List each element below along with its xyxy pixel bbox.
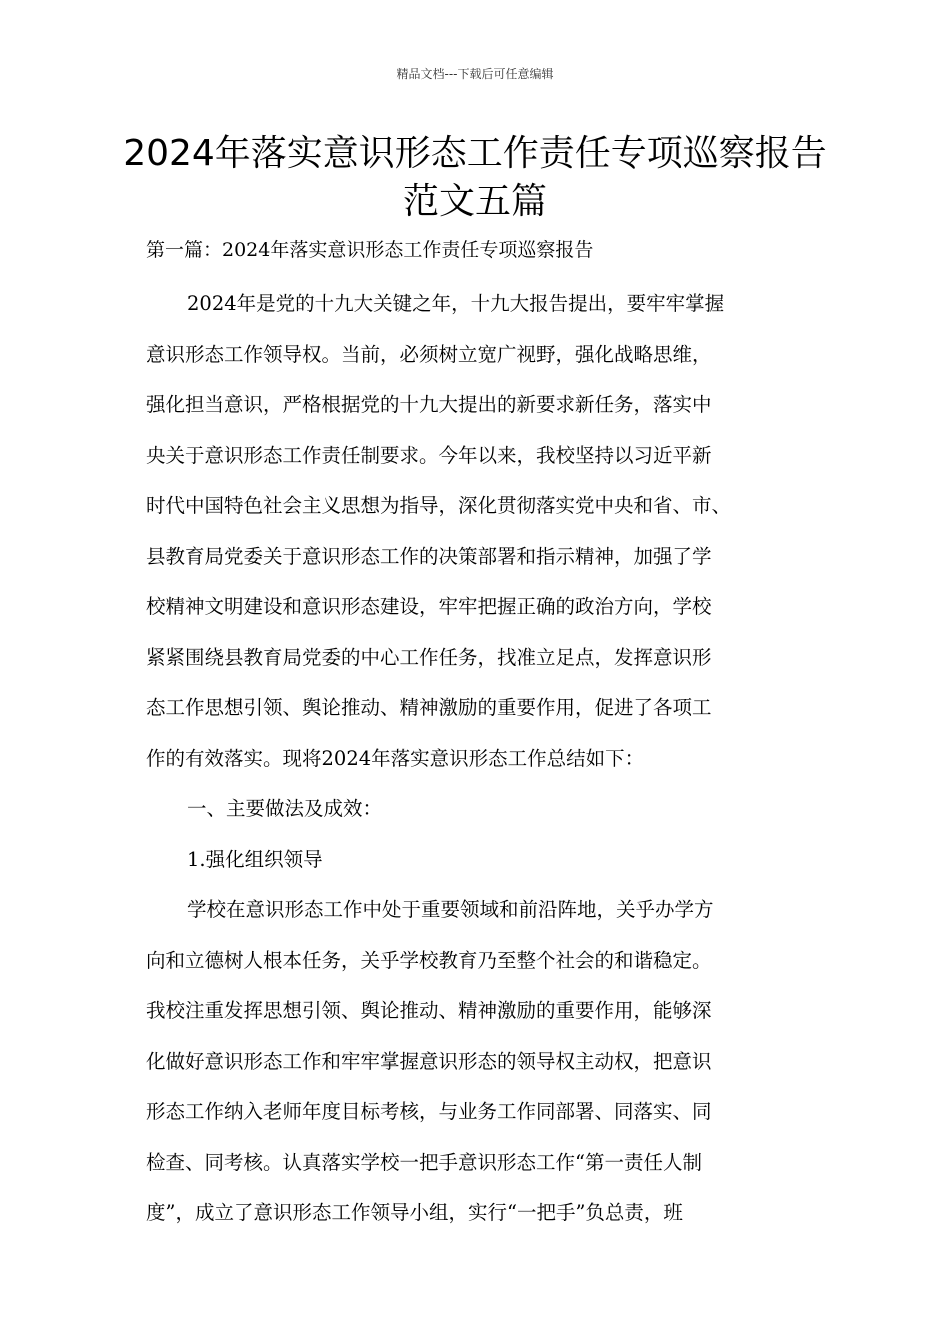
body-line: 度”，成立了意识形态工作领导小组，实行“一把手”负总责，班 (146, 1201, 683, 1224)
header-note: 精品文档---下载后可任意编辑 (396, 67, 554, 81)
body-line: 意识形态工作领导权。当前，必须树立宽广视野，强化战略思维， (146, 342, 712, 366)
body-line: 时代中国特色社会主义思想为指导，深化贯彻落实党中央和省、市、 (146, 494, 732, 517)
body-line: 2024年是党的十九大关键之年，十九大报告提出，要牢牢掌握 (187, 292, 725, 315)
body-line: 态工作思想引领、舆论推动、精神激励的重要作用，促进了各项工 (146, 696, 712, 719)
body-text (146, 284, 811, 1244)
document-title: 2024年落实意识形态工作责任专项巡察报告范文五篇 (123, 133, 827, 222)
body-line: 向和立德树人根本任务，关乎学校教育乃至整个社会的和谐稳定。 (146, 948, 712, 972)
body-line: 形态工作纳入老师年度目标考核，与业务工作同部署、同落实、同 (146, 1100, 712, 1123)
body-line: 学校在意识形态工作中处于重要领域和前沿阵地，关乎办学方 (187, 898, 714, 921)
body-line: 紧紧围绕县教育局党委的中心工作任务，找准立足点，发挥意识形 (146, 645, 712, 669)
body-line: 化做好意识形态工作和牢牢掌握意识形态的领导权主动权，把意识 (146, 1049, 712, 1073)
body-line: 县教育局党委关于意识形态工作的决策部署和指示精神，加强了学 (146, 544, 712, 568)
body-line: 1.强化组织领导 (187, 847, 323, 871)
body-line: 央关于意识形态工作责任制要求。今年以来，我校坚持以习近平新 (146, 443, 712, 467)
document-subtitle: 第一篇：2024年落实意识形态工作责任专项巡察报告 (146, 239, 594, 261)
body-line: 我校注重发挥思想引领、舆论推动、精神激励的重要作用，能够深 (146, 999, 712, 1022)
body-line: 一、主要做法及成效： (187, 797, 383, 820)
body-line: 校精神文明建设和意识形态建设，牢牢把握正确的政治方向，学校 (146, 595, 712, 618)
body-line: 强化担当意识，严格根据党的十九大提出的新要求新任务，落实中 (146, 393, 712, 416)
body-line: 检查、同考核。认真落实学校一把手意识形态工作“第一责任人制 (146, 1150, 702, 1174)
body-line: 作的有效落实。现将2024年落实意识形态工作总结如下： (146, 746, 645, 770)
